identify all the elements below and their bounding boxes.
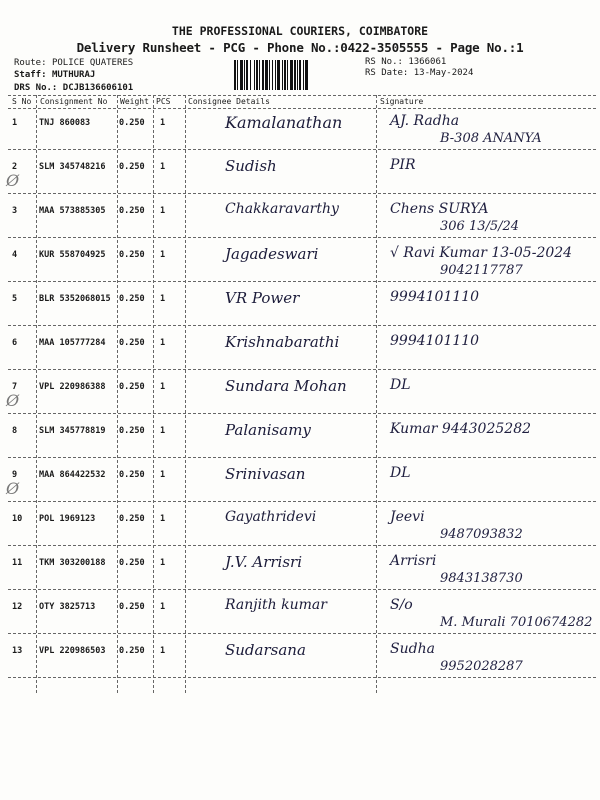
col-header-consignment: Consignment No [40,97,108,106]
column-divider [153,95,154,693]
row-sno: 2 [12,162,18,172]
row-weight: 0.250 [119,426,145,436]
row-consignee-name: Chakkaravarthy [225,201,339,217]
row-consignee-name: Palanisamy [225,421,311,439]
row-rule [8,501,596,502]
row-sno: 12 [12,602,23,612]
row-consignment-no: KUR 558704925 [39,250,106,260]
row-pcs: 1 [160,382,166,392]
col-header-sno: S No [12,97,32,106]
row-weight: 0.250 [119,338,145,348]
row-weight: 0.250 [119,294,145,304]
row-signature-line2: 9952028287 [440,659,523,674]
column-divider [376,95,377,693]
row-weight: 0.250 [119,602,145,612]
row-weight: 0.250 [119,470,145,480]
row-sno: 11 [12,558,23,568]
table-top-rule [8,95,596,96]
row-weight: 0.250 [119,382,145,392]
row-rule [8,149,596,150]
route-label: Route: [14,58,47,68]
row-consignee-name: Krishnabarathi [225,333,340,351]
document-title: THE PROFESSIONAL COURIERS, COIMBATORE [171,24,429,38]
row-pcs: 1 [160,602,166,612]
row-consignment-no: SLM 345778819 [39,426,106,436]
row-sno: 4 [12,250,18,260]
row-consignee-name: Gayathridevi [225,509,317,525]
row-sno: 13 [12,646,23,656]
row-signature-line1: DL [390,465,411,481]
row-signature-line2: 306 13/5/24 [440,219,520,234]
row-sno: 9 [12,470,18,480]
rs-number: RS No.: 1366061 [365,57,447,67]
row-rule [8,589,596,590]
row-rule [8,281,596,282]
column-divider [117,95,118,693]
row-signature-line2: 9843138730 [440,571,523,586]
row-signature-line1: √ Ravi Kumar 13-05-2024 [390,245,573,261]
row-signature-line1: PIR [390,157,416,173]
staff-line [14,70,95,80]
row-weight: 0.250 [119,206,145,216]
row-consignment-no: SLM 345748216 [39,162,106,172]
rs-date: RS Date: 13-May-2024 [365,68,474,78]
row-rule [8,545,596,546]
row-consignment-no: TNJ 860083 [39,118,91,128]
row-signature-line1: 9994101110 [390,289,480,305]
row-signature-line1: S/o [390,597,413,613]
row-sno: 3 [12,206,18,216]
row-consignee-name: Ranjith kumar [225,597,327,613]
row-pcs: 1 [160,162,166,172]
row-consignment-no: VPL 220986388 [39,382,106,392]
col-header-consignee: Consignee Details [188,97,270,106]
row-signature-line2: M. Murali 7010674282 [440,615,593,630]
row-pcs: 1 [160,426,166,436]
row-sno: 10 [12,514,23,524]
row-consignee-name: Sudarsana [225,641,306,659]
row-rule [8,193,596,194]
drs-line [14,83,133,93]
row-consignment-no: POL 1969123 [39,514,96,524]
row-pcs: 1 [160,514,166,524]
row-pcs: 1 [160,250,166,260]
row-check-mark: Ø [6,171,20,190]
row-sno: 7 [12,382,18,392]
row-weight: 0.250 [119,514,145,524]
col-header-signature: Signature [380,97,424,106]
row-rule [8,237,596,238]
row-signature-line1: 9994101110 [390,333,480,349]
row-rule [8,677,596,678]
barcode-image [232,60,358,90]
row-consignee-name: Jagadeswari [225,245,319,263]
row-sno: 5 [12,294,18,304]
row-pcs: 1 [160,206,166,216]
row-signature-line1: AJ. Radha [390,113,460,129]
row-consignment-no: MAA 573885305 [39,206,106,216]
row-weight: 0.250 [119,118,145,128]
row-consignment-no: MAA 105777284 [39,338,106,348]
row-consignment-no: MAA 864422532 [39,470,106,480]
row-signature-line2: 9487093832 [440,527,523,542]
column-divider [36,95,37,693]
column-divider [185,95,186,693]
drs-value: DCJB136606101 [62,83,134,93]
row-rule [8,457,596,458]
row-signature-line1: DL [390,377,411,393]
document-subtitle: Delivery Runsheet - PCG - Phone No.:0422-3505555 - Page No.:1 [76,40,524,55]
row-consignment-no: TKM 303200188 [39,558,106,568]
row-signature-line1: Sudha [390,641,435,657]
row-rule [8,325,596,326]
drs-label: DRS No.: [14,83,58,93]
row-pcs: 1 [160,558,166,568]
header-rule [8,108,596,109]
row-consignee-name: Sundara Mohan [225,377,347,395]
row-signature-line1: Jeevi [390,509,425,525]
row-check-mark: Ø [6,391,20,410]
row-pcs: 1 [160,294,166,304]
row-sno: 1 [12,118,18,128]
staff-label: Staff: [14,70,47,80]
row-weight: 0.250 [119,250,145,260]
row-rule [8,633,596,634]
row-rule [8,413,596,414]
row-sno: 6 [12,338,18,348]
row-pcs: 1 [160,470,166,480]
row-consignee-name: VR Power [225,289,300,307]
col-header-pcs: PCS [156,97,171,106]
row-consignment-no: OTY 3825713 [39,602,96,612]
row-weight: 0.250 [119,558,145,568]
row-check-mark: Ø [6,479,20,498]
row-consignment-no: BLR 5352068015 [39,294,111,304]
row-signature-line1: Arrisri [390,553,437,569]
route-value: POLICE QUATERES [51,58,134,68]
row-rule [8,369,596,370]
col-header-weight: Weight [120,97,149,106]
row-pcs: 1 [160,118,166,128]
row-signature-line2: B-308 ANANYA [440,131,542,146]
row-consignee-name: J.V. Arrisri [225,553,302,571]
row-signature-line1: Kumar 9443025282 [390,421,532,437]
row-pcs: 1 [160,646,166,656]
row-weight: 0.250 [119,646,145,656]
row-signature-line1: Chens SURYA [390,201,489,217]
staff-value: MUTHURAJ [51,70,96,80]
row-consignee-name: Srinivasan [225,465,306,483]
row-consignee-name: Sudish [225,157,277,175]
row-signature-line2: 9042117787 [440,263,523,278]
row-sno: 8 [12,426,18,436]
row-pcs: 1 [160,338,166,348]
row-weight: 0.250 [119,162,145,172]
row-consignee-name: Kamalanathan [225,113,343,132]
route-line [14,58,133,68]
row-consignment-no: VPL 220986503 [39,646,106,656]
